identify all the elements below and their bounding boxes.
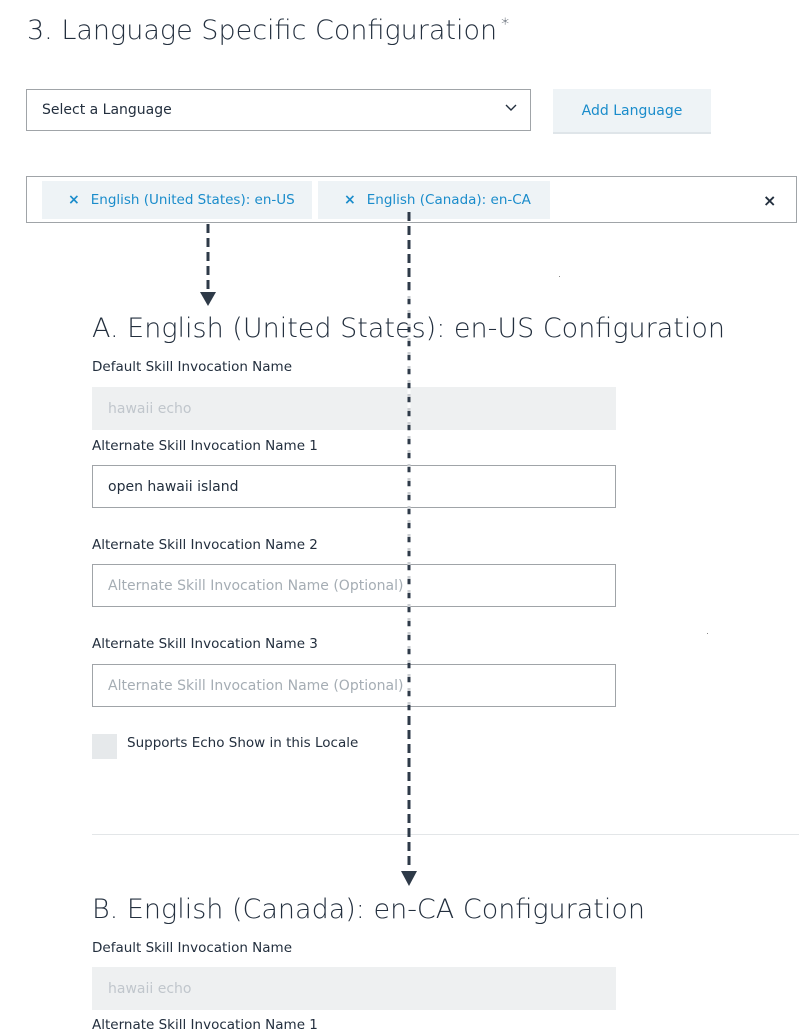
echo-show-label: Supports Echo Show in this Locale bbox=[127, 735, 359, 751]
required-mark: * bbox=[501, 14, 510, 33]
language-tag-label: English (United States): en-US bbox=[90, 192, 295, 208]
language-select-value: Select a Language bbox=[42, 102, 172, 118]
default-invocation-label: Default Skill Invocation Name bbox=[92, 940, 293, 956]
config-a-title: A. English (United States): en-US Configuration bbox=[92, 313, 725, 344]
section-title bbox=[27, 14, 509, 46]
alt-invocation-3-label: Alternate Skill Invocation Name 3 bbox=[92, 636, 318, 652]
clear-all-icon[interactable]: × bbox=[763, 191, 777, 210]
language-tag-en-us[interactable] bbox=[42, 181, 312, 219]
alt-invocation-2-label: Alternate Skill Invocation Name 2 bbox=[92, 537, 318, 553]
alt-invocation-3-input[interactable] bbox=[92, 664, 616, 707]
alt-invocation-2-input[interactable] bbox=[92, 564, 616, 607]
default-invocation-value: hawaii echo bbox=[108, 400, 192, 417]
default-invocation-value: hawaii echo bbox=[108, 980, 192, 997]
section-divider bbox=[92, 834, 799, 835]
remove-icon[interactable]: × bbox=[68, 192, 80, 208]
language-select[interactable] bbox=[26, 89, 531, 131]
language-tag-en-ca[interactable] bbox=[318, 181, 550, 219]
speck bbox=[707, 633, 708, 634]
config-b-title: B. English (Canada): en-CA Configuration bbox=[92, 894, 646, 925]
remove-icon[interactable]: × bbox=[344, 192, 356, 208]
alt-invocation-1-value: open hawaii island bbox=[108, 478, 239, 495]
alt-invocation-2-placeholder: Alternate Skill Invocation Name (Optional) bbox=[108, 577, 404, 594]
default-invocation-label: Default Skill Invocation Name bbox=[92, 359, 293, 375]
alt-invocation-1-label: Alternate Skill Invocation Name 1 bbox=[92, 1017, 318, 1033]
echo-show-checkbox[interactable] bbox=[92, 734, 117, 759]
default-invocation-field bbox=[92, 387, 616, 430]
arrow-to-config-a bbox=[200, 224, 216, 306]
default-invocation-field bbox=[92, 967, 616, 1010]
add-language-label: Add Language bbox=[581, 102, 683, 119]
language-tag-label: English (Canada): en-CA bbox=[366, 192, 531, 208]
add-language-button[interactable] bbox=[553, 89, 711, 134]
alt-invocation-3-placeholder: Alternate Skill Invocation Name (Optional) bbox=[108, 677, 404, 694]
section-title-text: 3. Language Specific Configuration bbox=[27, 15, 498, 46]
alt-invocation-1-label: Alternate Skill Invocation Name 1 bbox=[92, 438, 318, 454]
alt-invocation-1-input[interactable] bbox=[92, 465, 616, 508]
speck bbox=[559, 276, 560, 277]
chevron-down-icon bbox=[504, 100, 518, 114]
